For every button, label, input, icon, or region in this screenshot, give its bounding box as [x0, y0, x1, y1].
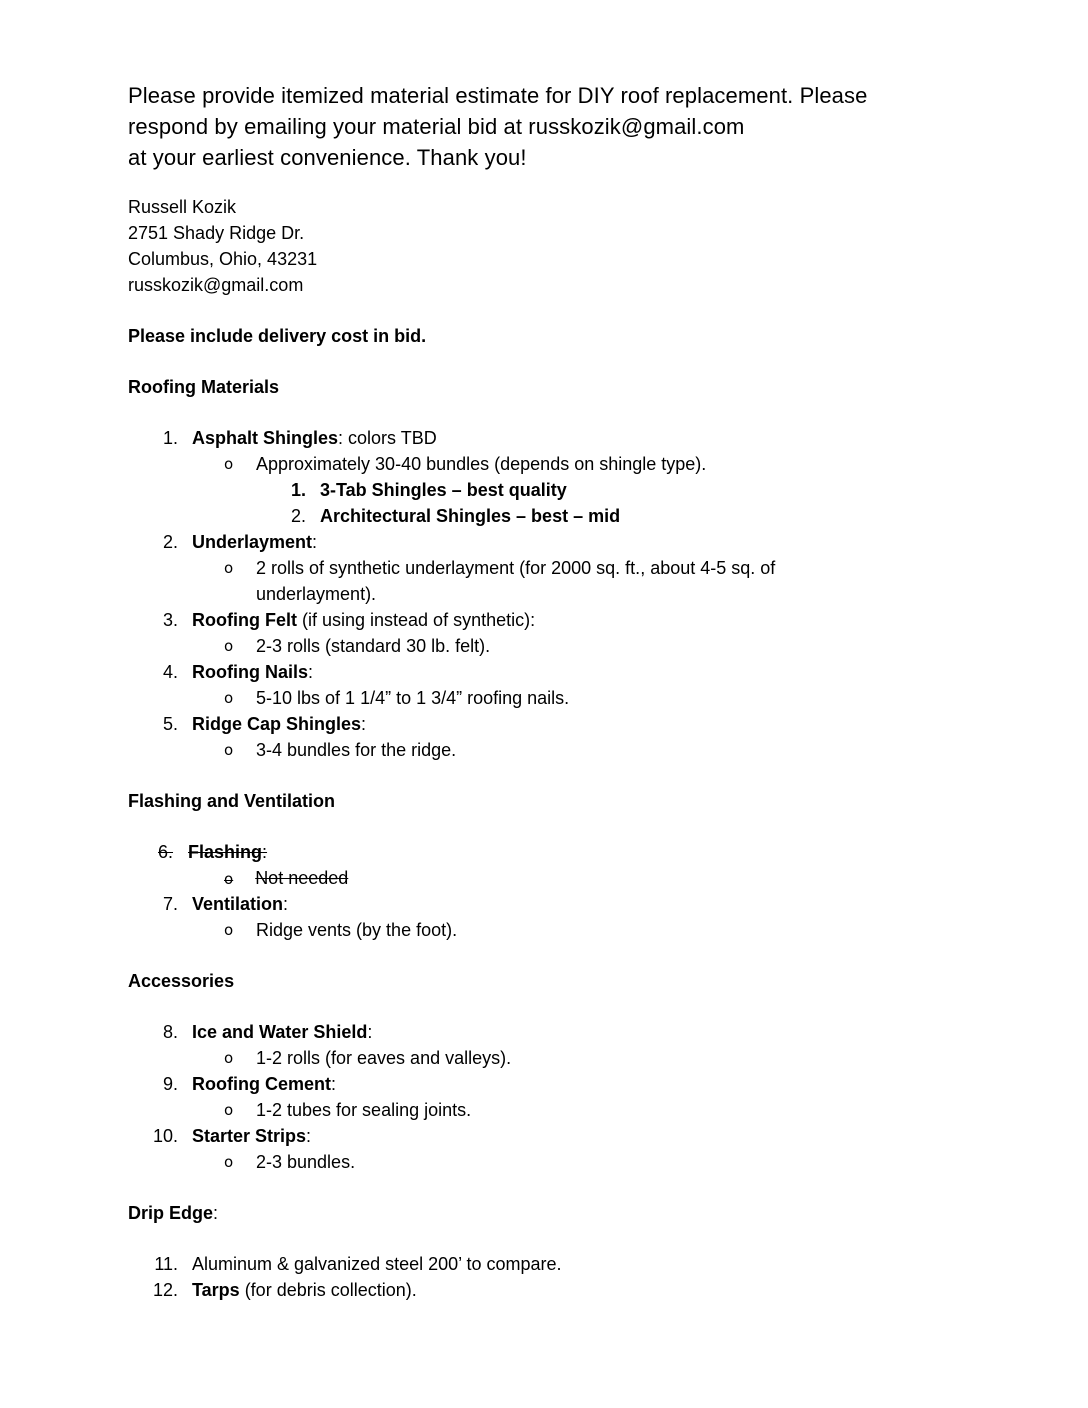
list-item [192, 1019, 372, 1045]
section-heading-roofing: Roofing Materials [128, 377, 280, 397]
item-number: 12. [152, 1280, 178, 1300]
sub-item: 5-10 lbs of 1 1/4” to 1 3/4” roofing nails. [256, 688, 570, 708]
sub-item: 1-2 rolls (for eaves and valleys). [256, 1048, 512, 1068]
item-label: Underlayment [192, 532, 313, 552]
item-rest: : [367, 1022, 373, 1042]
list-item [192, 425, 437, 451]
sub-item-text: Not needed [255, 868, 349, 888]
option-number: 2. [290, 506, 306, 526]
item-number: 8. [162, 1022, 178, 1042]
item-label: Starter Strips [192, 1126, 307, 1146]
sub-item: 3-4 bundles for the ridge. [256, 740, 457, 760]
list-item-struck [158, 839, 267, 865]
contact-email: russkozik@gmail.com [128, 275, 304, 295]
sub-item-struck [224, 865, 348, 892]
sub-item: Approximately 30-40 bundles (depends on shingle type). [256, 454, 707, 474]
list-item [192, 1071, 336, 1097]
bullet-icon: o [224, 921, 234, 939]
bullet-icon: o [224, 689, 234, 707]
intro-line-2: respond by emailing your material bid at russkozik@gmail.com [128, 114, 745, 139]
contact-city: Columbus, Ohio, 43231 [128, 249, 318, 269]
item-label: Ventilation [192, 894, 284, 914]
list-item [192, 1277, 417, 1303]
list-item: Aluminum & galvanized steel 200’ to compare. [192, 1254, 562, 1274]
list-item [192, 711, 366, 737]
sub-item: 2 rolls of synthetic underlayment (for 2000 sq. ft., about 4-5 sq. of [256, 558, 776, 578]
item-rest: : [331, 1074, 337, 1094]
item-label: Roofing Felt [192, 610, 297, 630]
bullet-icon: o [224, 1101, 234, 1119]
item-number: 5. [162, 714, 178, 734]
bullet-icon: o [224, 637, 234, 655]
bullet-icon: o [224, 559, 234, 577]
heading-label: Drip Edge [128, 1203, 214, 1223]
item-label: Tarps [192, 1280, 240, 1300]
item-label: Ridge Cap Shingles [192, 714, 362, 734]
item-rest: (for debris collection). [239, 1280, 417, 1300]
item-label: Roofing Nails [192, 662, 308, 682]
item-number: 4. [162, 662, 178, 682]
bullet-icon: o [224, 1049, 234, 1067]
item-rest: : colors TBD [338, 428, 437, 448]
intro-line-3: at your earliest convenience. Thank you! [128, 145, 527, 170]
item-rest: : [262, 842, 268, 862]
item-label: Ice and Water Shield [192, 1022, 368, 1042]
section-heading-flashing: Flashing and Ventilation [128, 791, 336, 811]
bullet-icon: o [224, 870, 234, 888]
list-item [192, 607, 535, 633]
section-heading-drip-edge [128, 1200, 218, 1226]
item-number: 1. [162, 428, 178, 448]
contact-name: Russell Kozik [128, 197, 237, 217]
item-rest: : [361, 714, 367, 734]
item-rest: : [306, 1126, 312, 1146]
option-item: Architectural Shingles – best – mid [320, 506, 621, 526]
list-item [192, 1123, 311, 1149]
item-number: 6. [158, 842, 174, 862]
list-item [192, 891, 288, 917]
sub-item: 2-3 rolls (standard 30 lb. felt). [256, 636, 491, 656]
intro-line-1: Please provide itemized material estimate for DIY roof replacement. Please [128, 83, 868, 108]
item-number: 2. [162, 532, 178, 552]
list-item [192, 529, 317, 555]
item-rest: : [312, 532, 318, 552]
bullet-icon: o [224, 741, 234, 759]
bullet-icon: o [224, 1153, 234, 1171]
sub-item: 1-2 tubes for sealing joints. [256, 1100, 472, 1120]
item-number: 11. [154, 1254, 178, 1274]
item-rest: : [308, 662, 314, 682]
list-item [192, 659, 313, 685]
contact-street: 2751 Shady Ridge Dr. [128, 223, 305, 243]
bullet-icon: o [224, 455, 234, 473]
item-number: 3. [162, 610, 178, 630]
delivery-note: Please include delivery cost in bid. [128, 326, 427, 346]
item-label: Roofing Cement [192, 1074, 331, 1094]
heading-rest: : [213, 1203, 219, 1223]
option-number: 1. [290, 480, 306, 500]
item-number: 9. [162, 1074, 178, 1094]
section-heading-accessories: Accessories [128, 971, 235, 991]
item-label: Asphalt Shingles [192, 428, 339, 448]
option-item: 3-Tab Shingles – best quality [320, 480, 567, 500]
sub-item: Ridge vents (by the foot). [256, 920, 458, 940]
item-number: 10. [152, 1126, 178, 1146]
item-label: Flashing [188, 842, 263, 862]
item-rest: (if using instead of synthetic): [296, 610, 536, 630]
item-number: 7. [162, 894, 178, 914]
sub-item-continued: underlayment). [256, 584, 377, 604]
item-rest: : [283, 894, 289, 914]
sub-item: 2-3 bundles. [256, 1152, 356, 1172]
